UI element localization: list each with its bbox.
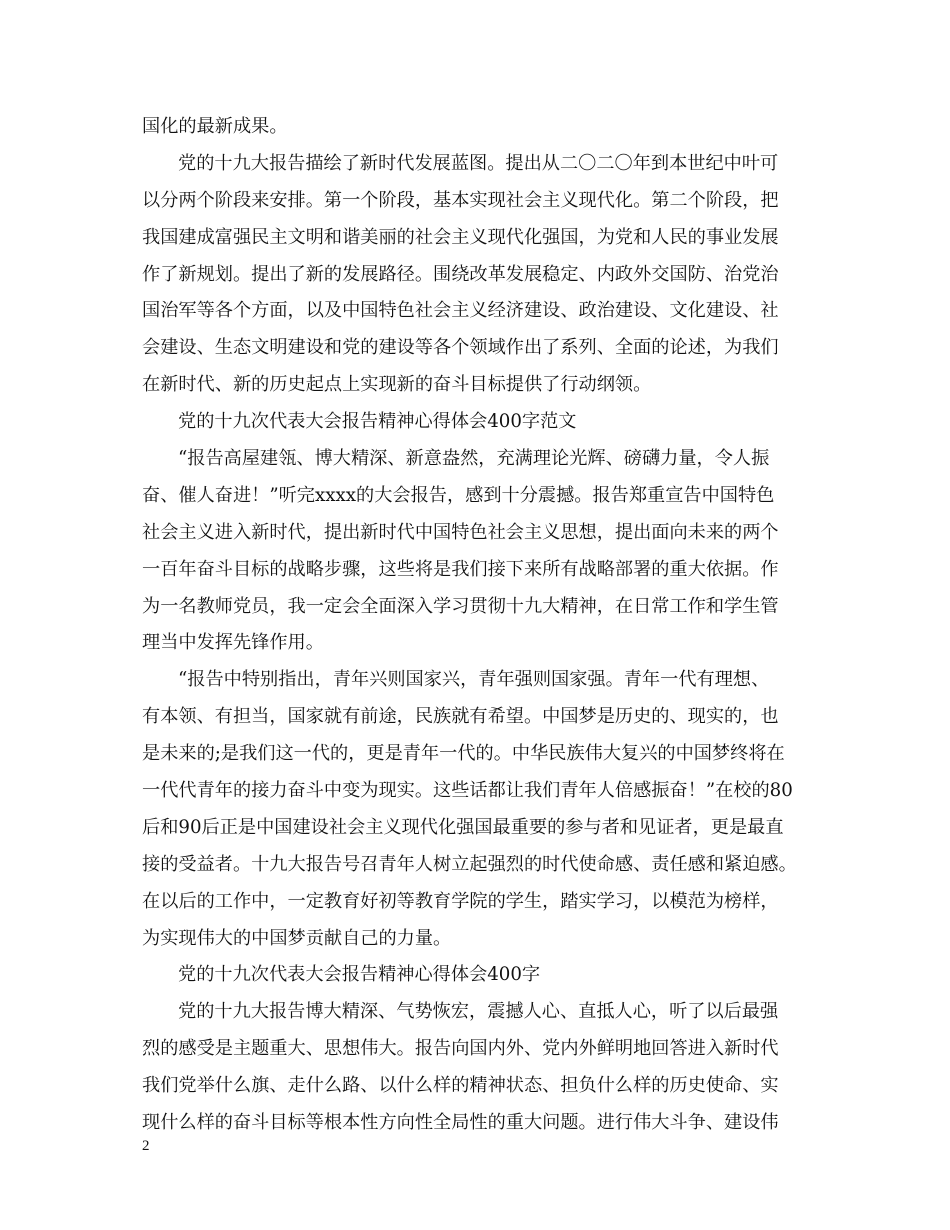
- text-line: 作了新规划。提出了新的发展路径。围绕改革发展稳定、内政外交国防、治党治: [142, 263, 779, 285]
- text-line: 理当中发挥先锋作用。: [142, 632, 324, 654]
- body-text: [142, 109, 832, 1142]
- text-line: 在新时代、新的历史起点上实现新的奋斗目标提供了行动纲领。: [142, 374, 652, 396]
- text-line: 一百年奋斗目标的战略步骤，这些将是我们接下来所有战略部署的重大依据。作: [142, 558, 779, 580]
- text-line: 有本领、有担当，国家就有前途，民族就有希望。中国梦是历史的、现实的，也: [142, 706, 779, 728]
- text-line: “报告高屋建瓴、博大精深、新意盎然，充满理论光辉、磅礴力量，令人振: [178, 448, 770, 470]
- text-line: 接的受益者。十九大报告号召青年人树立起强烈的时代使命感、责任感和紧迫感。: [142, 853, 797, 875]
- text-line: 我们党举什么旗、走什么路、以什么样的精神状态、担负什么样的历史使命、实: [142, 1075, 779, 1097]
- text-line: 一代代青年的接力奋斗中变为现实。这些话都让我们青年人倍感振奋！”在校的80: [142, 780, 793, 802]
- text-line: 我国建成富强民主文明和谐美丽的社会主义现代化强国，为党和人民的事业发展: [142, 226, 779, 248]
- text-line: “报告中特别指出，青年兴则国家兴，青年强则国家强。青年一代有理想、: [178, 669, 770, 691]
- text-line: 会建设、生态文明建设和党的建设等各个领域作出了系列、全面的论述，为我们: [142, 337, 779, 359]
- text-line: 国治军等各个方面，以及中国特色社会主义经济建设、政治建设、文化建设、社: [142, 300, 779, 322]
- text-line: 现什么样的奋斗目标等根本性方向性全局性的重大问题。进行伟大斗争、建设伟: [142, 1112, 779, 1134]
- text-line: 为实现伟大的中国梦贡献自己的力量。: [142, 927, 452, 949]
- text-line: 党的十九大报告描绘了新时代发展蓝图。提出从二〇二〇年到本世纪中叶可: [178, 152, 779, 174]
- text-line: 社会主义进入新时代，提出新时代中国特色社会主义思想，提出面向未来的两个: [142, 521, 779, 543]
- text-line: 在以后的工作中，一定教育好初等教育学院的学生，踏实学习，以模范为榜样，: [142, 890, 779, 912]
- page-number: 2: [142, 1138, 150, 1154]
- text-line: 党的十九次代表大会报告精神心得体会400字: [178, 964, 541, 986]
- text-line: 为一名教师党员，我一定会全面深入学习贯彻十九大精神，在日常工作和学生管: [142, 595, 779, 617]
- text-line: 烈的感受是主题重大、思想伟大。报告向国内外、党内外鲜明地回答进入新时代: [142, 1038, 779, 1060]
- text-line: 是未来的;是我们这一代的，更是青年一代的。中华民族伟大复兴的中国梦终将在: [142, 743, 785, 765]
- text-line: 党的十九次代表大会报告精神心得体会400字范文: [178, 411, 577, 433]
- text-line: 国化的最新成果。: [142, 116, 288, 137]
- text-line: 奋、催人奋进！”听完xxxx的大会报告，感到十分震撼。报告郑重宣告中国特色: [142, 484, 775, 506]
- text-line: 以分两个阶段来安排。第一个阶段，基本实现社会主义现代化。第二个阶段，把: [142, 189, 779, 211]
- text-line: 党的十九大报告博大精深、气势恢宏，震撼人心、直抵人心，听了以后最强: [178, 1001, 779, 1023]
- text-line: 后和90后正是中国建设社会主义现代化强国最重要的参与者和见证者，更是最直: [142, 816, 784, 838]
